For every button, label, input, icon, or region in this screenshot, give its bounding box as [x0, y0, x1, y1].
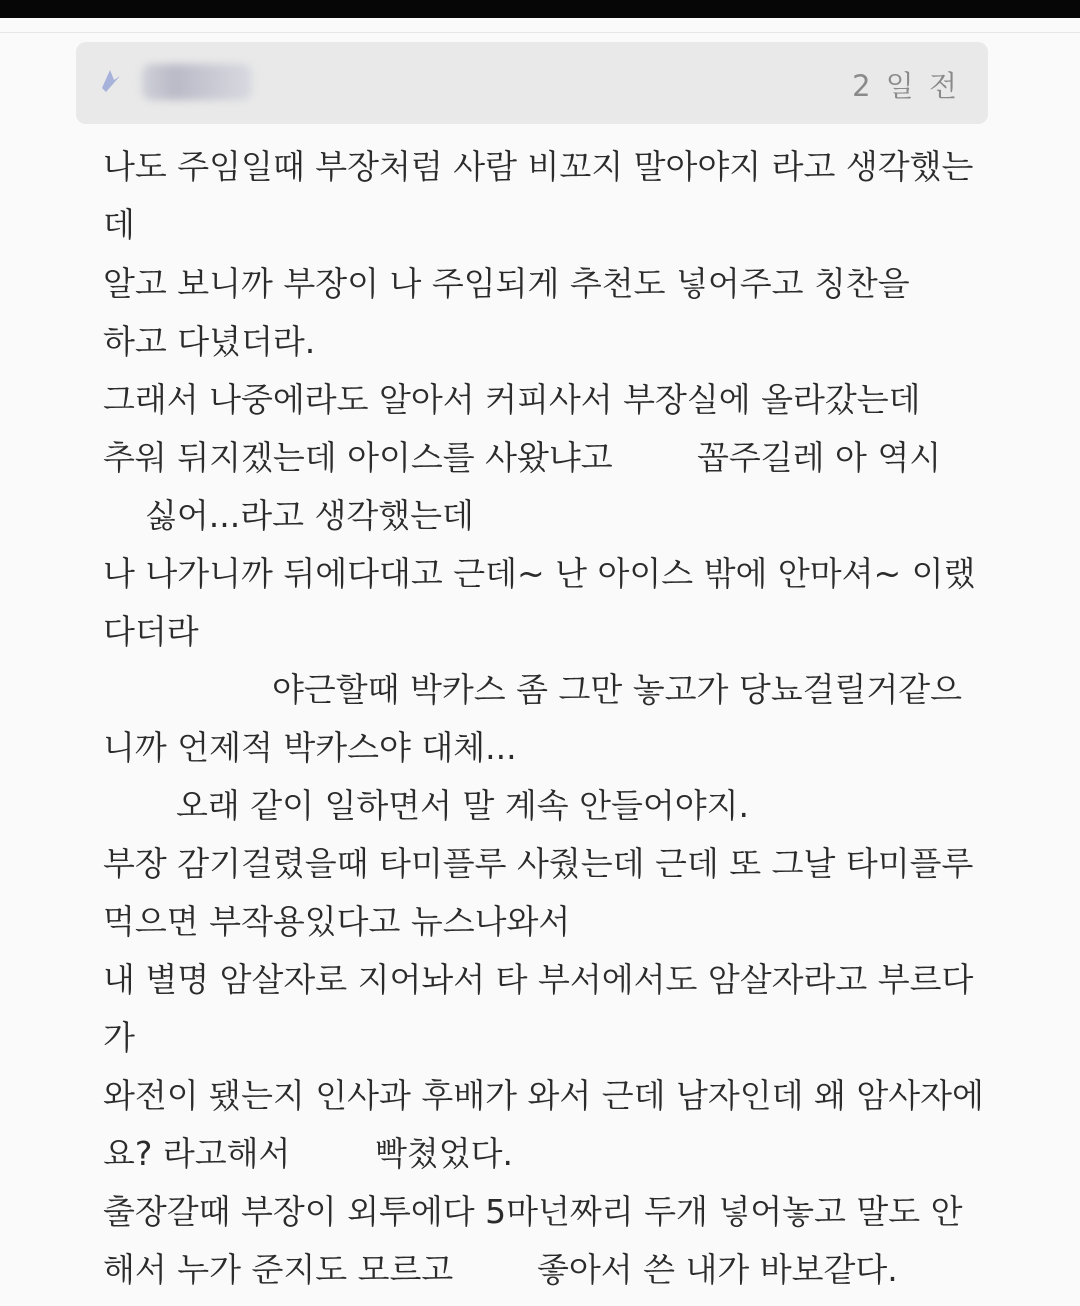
- comment-line: 데: [103, 205, 135, 244]
- comment-line: 나 나가니까 뒤에다대고 근데~ 난 아이스 밖에 안마셔~ 이랬: [103, 554, 976, 593]
- comment-line: 먹으면 부작용있다고 뉴스나와서: [103, 902, 571, 941]
- comment-line: 그래서 나중에라도 알아서 커피사서 부장실에 올라갔는데: [103, 380, 921, 419]
- comment-line: 가: [103, 1018, 135, 1057]
- comment-line: 추워 뒤지겠는데 아이스를 사왔냐고: [103, 438, 613, 477]
- comment-line: 니까 언제적 박카스야 대체...: [103, 728, 517, 767]
- comment-line: 와전이 됐는지 인사과 후배가 와서 근데 남자인데 왜 암사자에: [103, 1076, 984, 1115]
- comment-line: 야근할때 박카스 좀 그만 놓고가 당뇨걸릴거같으: [272, 670, 963, 709]
- comment-line: 요? 라고해서: [103, 1134, 291, 1173]
- comment-line: 오래 같이 일하면서 말 계속 안들어야지.: [176, 786, 749, 825]
- comment-line: 다더라: [103, 612, 199, 651]
- comment-timestamp: 2 일 전: [852, 69, 960, 103]
- comment-line: 빡쳤었다.: [375, 1134, 514, 1173]
- comment-line: 내 별명 암살자로 지어놔서 타 부서에서도 암살자라고 부르다: [103, 960, 974, 999]
- comment-line: 부장 감기걸렸을때 타미플루 사줬는데 근데 또 그날 타미플루: [103, 844, 974, 883]
- comment-line: 출장갈때 부장이 외투에다 5마넌짜리 두개 넣어놓고 말도 안: [103, 1192, 963, 1231]
- comment-line: 싫어...라고 생각했는데: [145, 496, 474, 535]
- comment-line: 알고 보니까 부장이 나 주임되게 추천도 넣어주고 칭찬을: [103, 264, 910, 303]
- comment-line: 하고 다녔더라.: [103, 322, 316, 361]
- comment-line: 꼽주길레 아 역시: [697, 438, 942, 477]
- comment-line: 좋아서 쓴 내가 바보같다.: [537, 1250, 898, 1289]
- comment-line: 나도 주임일때 부장처럼 사람 비꼬지 말아야지 라고 생각했는: [103, 147, 974, 186]
- comment-line: 해서 누가 준지도 모르고: [103, 1250, 454, 1289]
